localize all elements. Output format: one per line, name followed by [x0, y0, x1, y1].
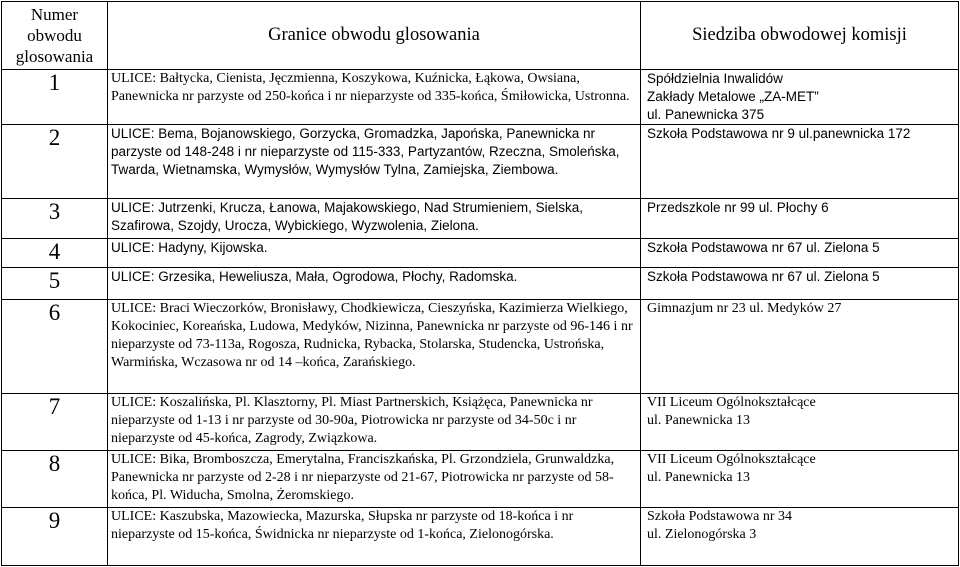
district-number: 8 [2, 451, 108, 508]
district-bounds: ULICE: Kaszubska, Mazowiecka, Mazurska, Słupska nr parzyste od 18-końca i nr nieparzyste od 15-końca, Świdnicka nr nieparzyste od 1-końca, Zielonogórska. [108, 508, 641, 566]
district-number: 3 [2, 199, 108, 239]
district-bounds: ULICE: Koszalińska, Pl. Klasztorny, Pl. Miast Partnerskich, Książęca, Panewnicka nr nieparzyste od 1-13 i nr parzyste od 30-90a, Piotrowicka nr parzyste od 34-50c i nr nieparzyste od 45-końca, Zagrody, Związkowa. [108, 394, 641, 451]
district-number: 4 [2, 239, 108, 268]
district-number: 7 [2, 394, 108, 451]
header-seat: Siedziba obwodowej komisji [641, 2, 959, 70]
district-bounds: ULICE: Grzesika, Heweliusza, Mała, Ogrodowa, Płochy, Radomska. [108, 268, 641, 300]
district-number: 1 [2, 70, 108, 125]
polling-districts-table [1, 1, 959, 566]
commission-seat: Szkoła Podstawowa nr 67 ul. Zielona 5 [641, 268, 959, 300]
district-number: 2 [2, 125, 108, 199]
district-number: 5 [2, 268, 108, 300]
table-row [2, 125, 959, 199]
table-row [2, 239, 959, 268]
district-bounds: ULICE: Jutrzenki, Krucza, Łanowa, Majakowskiego, Nad Strumieniem, Sielska, Szafirowa, Szojdy, Urocza, Wybickiego, Wyzwolenia, Zielona. [108, 199, 641, 239]
commission-seat: Gimnazjum nr 23 ul. Medyków 27 [641, 300, 959, 394]
commission-seat: Szkoła Podstawowa nr 9 ul.panewnicka 172 [641, 125, 959, 199]
table-row [2, 199, 959, 239]
commission-seat: VII Liceum Ogólnokształcące ul. Panewnicka 13 [641, 394, 959, 451]
table-row [2, 394, 959, 451]
table-row [2, 508, 959, 566]
district-bounds: ULICE: Bema, Bojanowskiego, Gorzycka, Gromadzka, Japońska, Panewnicka nr parzyste od 148-248 i nr nieparzyste od 115-333, Partyzantów, Rzeczna, Smoleńska, Twarda, Wietnamska, Wymysłów, Wymysłów Tylna, Zamiejska, Ziembowa. [108, 125, 641, 199]
district-bounds: ULICE: Hadyny, Kijowska. [108, 239, 641, 268]
district-bounds: ULICE: Bika, Bromboszcza, Emerytalna, Franciszkańska, Pl. Grzondziela, Grunwaldzka, Panewnicka nr parzyste od 2-28 i nr nieparzyste od 21-67, Piotrowicka nr parzyste od 58-końca, Pl. Widucha, Smolna, Żeromskiego. [108, 451, 641, 508]
commission-seat: VII Liceum Ogólnokształcące ul. Panewnicka 13 [641, 451, 959, 508]
table-row [2, 451, 959, 508]
district-bounds: ULICE: Braci Wieczorków, Bronisławy, Chodkiewicza, Cieszyńska, Kazimierza Wielkiego, Kokociniec, Koreańska, Ludowa, Medyków, Nizinna, Panewnicka nr parzyste od 96-146 i nr nieparzyste od 73-113a, Rogosza, Rudnicka, Rybacka, Stolarska, Studencka, Ustrońska, Warmińska, Wczasowa nr od 14 –końca, Zarańskiego. [108, 300, 641, 394]
district-bounds: ULICE: Bałtycka, Cienista, Jęczmienna, Koszykowa, Kuźnicka, Łąkowa, Owsiana, Panewnicka nr parzyste od 250-końca i nr nieparzyste od 335-końca, Śmiłowicka, Ustronna. [108, 70, 641, 125]
commission-seat: Szkoła Podstawowa nr 34 ul. Zielonogórska 3 [641, 508, 959, 566]
district-number: 9 [2, 508, 108, 566]
header-bounds: Granice obwodu glosowania [108, 2, 641, 70]
table-header-row [2, 2, 959, 70]
table-row [2, 70, 959, 125]
commission-seat: Szkoła Podstawowa nr 67 ul. Zielona 5 [641, 239, 959, 268]
table-row [2, 300, 959, 394]
commission-seat: Przedszkole nr 99 ul. Płochy 6 [641, 199, 959, 239]
table-row [2, 268, 959, 300]
district-number: 6 [2, 300, 108, 394]
header-number: Numer obwodu glosowania [2, 2, 108, 70]
commission-seat: Spółdzielnia Inwalidów Zakłady Metalowe „ZA-MET” ul. Panewnicka 375 [641, 70, 959, 125]
